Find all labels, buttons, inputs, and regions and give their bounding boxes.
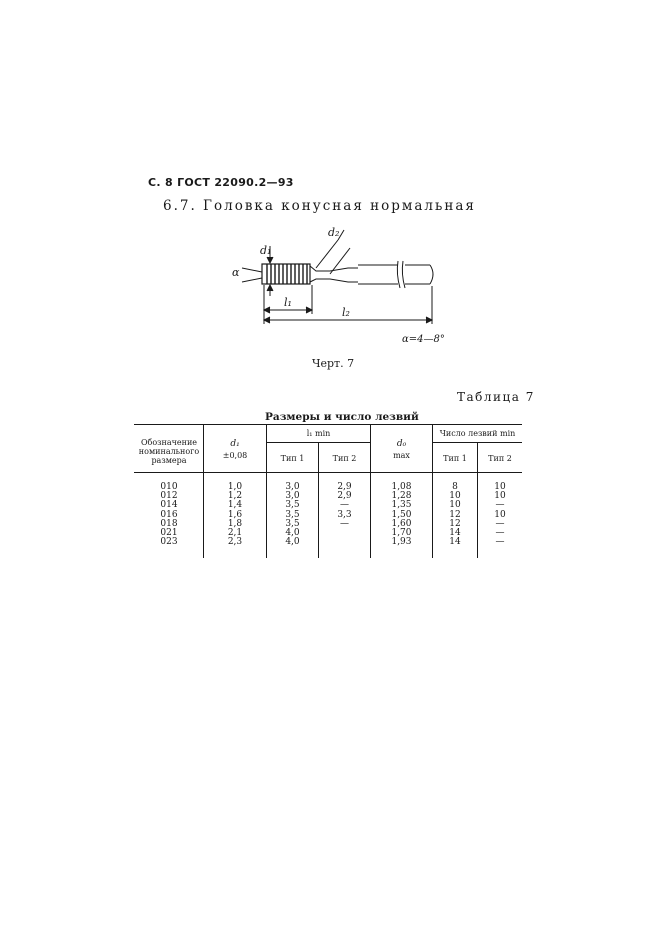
label-d1: d₁ [260, 244, 272, 257]
table-cell: 14 [449, 537, 461, 548]
table-cell: 1,60 [391, 518, 412, 529]
header-l1-type1: Тип 1 [280, 454, 305, 463]
table-cell: 1,08 [391, 482, 412, 492]
table-cell: 1,0 [227, 482, 243, 492]
table-cell: — [495, 500, 505, 511]
table-cell: 2,9 [337, 491, 352, 502]
table-cell: 021 [160, 527, 178, 538]
table-cell: 2,1 [227, 527, 243, 538]
column-d1 [204, 483, 266, 547]
table-cell: 8 [452, 482, 458, 492]
table-cell: 014 [160, 500, 178, 511]
column-l1-type1 [267, 483, 318, 547]
table-cell: 3,5 [285, 500, 300, 511]
table-cell: 10 [449, 491, 461, 502]
table-title: Размеры и число лезвий [265, 411, 419, 423]
cone-head-drawing [220, 212, 460, 342]
page-header: С. 8 ГОСТ 22090.2—93 [148, 176, 294, 189]
table-cell: 12 [449, 509, 461, 520]
column-l1-type2 [319, 483, 370, 547]
section-title: 6.7. Головка конусная нормальная [163, 198, 476, 214]
label-l2: l₂ [342, 306, 350, 319]
table-label: Таблица 7 [457, 390, 535, 404]
table-cell: 1,8 [227, 518, 243, 529]
table-cell: 14 [449, 527, 461, 538]
header-d1: d₁ [230, 439, 240, 449]
table-cell [319, 538, 370, 547]
table-cell: 4,0 [285, 527, 300, 538]
table-cell: 4,0 [285, 537, 300, 548]
table-cell: — [340, 518, 349, 529]
label-d2: d₂ [328, 226, 340, 239]
table-cell: 12 [449, 518, 461, 529]
table-cell: 10 [494, 509, 506, 520]
column-d0 [371, 483, 432, 547]
table-cell: — [495, 537, 505, 548]
table-cell: 012 [160, 491, 178, 502]
column-blades-type2 [478, 483, 522, 547]
label-l1: l₁ [284, 296, 292, 309]
table-cell: 3,0 [285, 491, 300, 502]
table-cell [319, 529, 370, 538]
table-cell: — [495, 527, 505, 538]
table-cell: 3,5 [285, 518, 300, 529]
table-cell: 2,9 [337, 482, 352, 492]
figure-caption: Черт. 7 [312, 357, 355, 370]
header-designation: Обозначение номинального размера [138, 438, 200, 465]
table-cell: 1,28 [391, 491, 412, 502]
table-cell: 018 [160, 518, 178, 529]
table-cell: — [340, 500, 349, 511]
table-cell: 1,93 [391, 537, 412, 548]
table-cell: 016 [160, 509, 178, 520]
alpha-note: α=4—8° [402, 334, 445, 345]
table-cell: — [495, 518, 505, 529]
table-cell: 10 [494, 491, 506, 502]
header-d0: d₀ [396, 439, 407, 449]
table-cell: 2,3 [227, 537, 243, 548]
table-cell: 10 [449, 500, 461, 511]
table-cell: 3,0 [285, 482, 300, 492]
header-blades-type2: Тип 2 [488, 454, 512, 463]
column-blades-type1 [433, 483, 477, 547]
table-cell: 10 [494, 482, 506, 492]
table-cell: 3,5 [285, 509, 300, 520]
table-cell: 1,4 [227, 500, 243, 511]
table-cell: 1,6 [227, 509, 243, 520]
table-cell: 1,2 [227, 491, 243, 502]
table-cell: 1,50 [391, 509, 412, 520]
table-cell: 1,70 [391, 527, 412, 538]
header-d1-tolerance: ±0,08 [222, 451, 248, 460]
table-cell: 3,3 [337, 509, 352, 520]
table-cell: 010 [160, 482, 178, 492]
header-d0-max: max [393, 451, 410, 460]
label-alpha: α [232, 266, 240, 279]
column-designation [136, 483, 202, 547]
header-blades: Число лезвий min [439, 429, 516, 438]
header-blades-type1: Тип 1 [443, 454, 467, 463]
header-l1: l₁ min [306, 429, 331, 438]
header-l1-type2: Тип 2 [332, 454, 357, 463]
table-cell: 1,35 [391, 500, 412, 511]
dimensions-table [134, 424, 522, 558]
table-cell: 023 [160, 537, 178, 548]
